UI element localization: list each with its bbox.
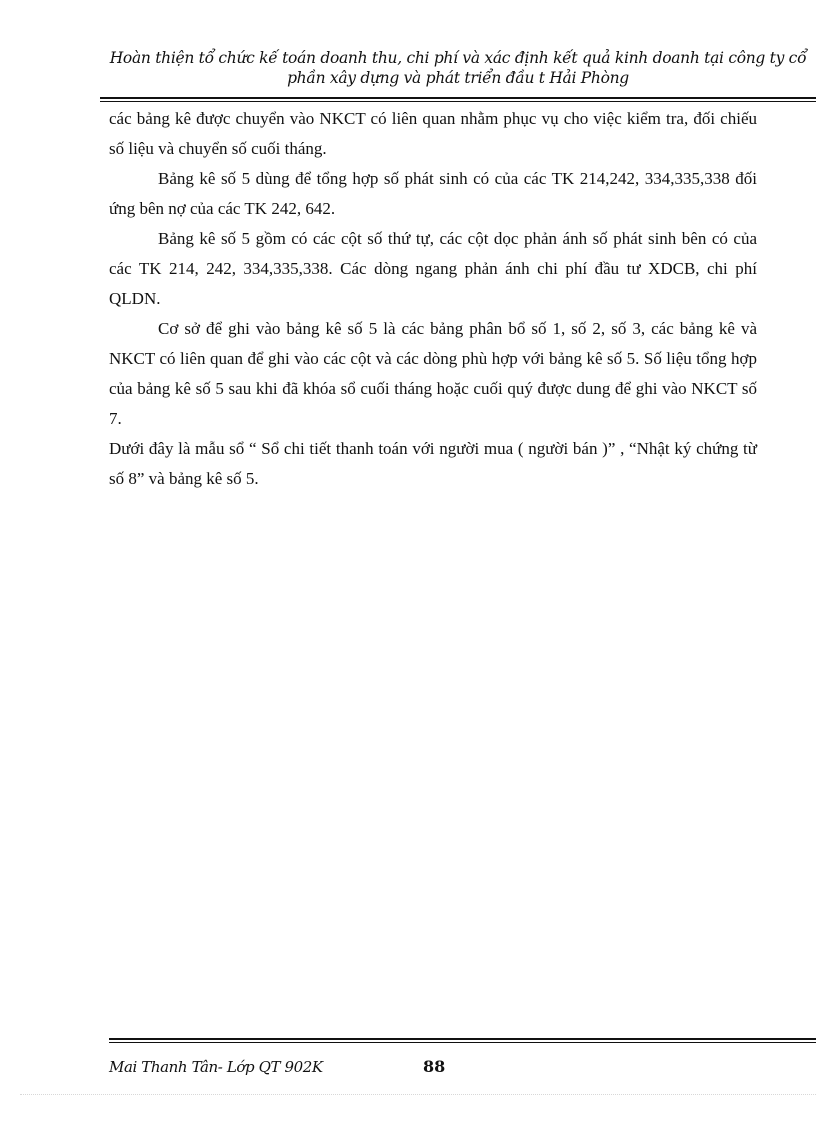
- header-title-line-1: Hoàn thiện tổ chức kế toán doanh thu, chi phí và xác định kết quả kinh doanh tại công ty cổ: [109, 49, 807, 67]
- paragraph-5: Dưới đây là mẫu sổ “ Sổ chi tiết thanh toán với người mua ( người bán )” , “Nhật ký chứng từ số 8” và bảng kê số 5.: [109, 439, 757, 488]
- paragraph-3: Bảng kê số 5 gồm có các cột số thứ tự, các cột dọc phản ánh số phát sinh bên có của các TK 214, 242, 334,335,338. Các dòng ngang phản ánh chi phí đầu tư XDCB, chi phí QLDN.: [109, 229, 757, 308]
- footer-rule-thin: [109, 1042, 816, 1043]
- bottom-dotted-line: [20, 1094, 816, 1095]
- paragraph-1: các bảng kê được chuyển vào NKCT có liên quan nhằm phục vụ cho việc kiểm tra, đối chiếu số liệu và chuyển số cuối tháng.: [109, 109, 757, 158]
- header-rule-thick: [100, 97, 816, 99]
- page-number: 88: [423, 1057, 446, 1076]
- footer-rule-thick: [109, 1038, 816, 1040]
- header-rule-thin: [100, 101, 816, 102]
- paragraph-2: Bảng kê số 5 dùng để tổng hợp số phát sinh có của các TK 214,242, 334,335,338 đối ứng bên nợ của các TK 242, 642.: [109, 169, 757, 218]
- footer-author: Mai Thanh Tân- Lớp QT 902K: [109, 1058, 323, 1076]
- header-title-line-2: phần xây dựng và phát triển đầu t Hải Phòng: [287, 69, 629, 87]
- document-body: [109, 104, 757, 494]
- paragraph-4: Cơ sở để ghi vào bảng kê số 5 là các bảng phân bổ số 1, số 2, số 3, các bảng kê và NKCT có liên quan để ghi vào các cột và các dòng phù hợp với bảng kê số 5. Số liệu tổng hợp của bảng kê số 5 sau khi đã khóa sổ cuối tháng hoặc cuối quý được dung để ghi vào NKCT số 7.: [109, 319, 757, 428]
- page-header-title: [100, 48, 816, 88]
